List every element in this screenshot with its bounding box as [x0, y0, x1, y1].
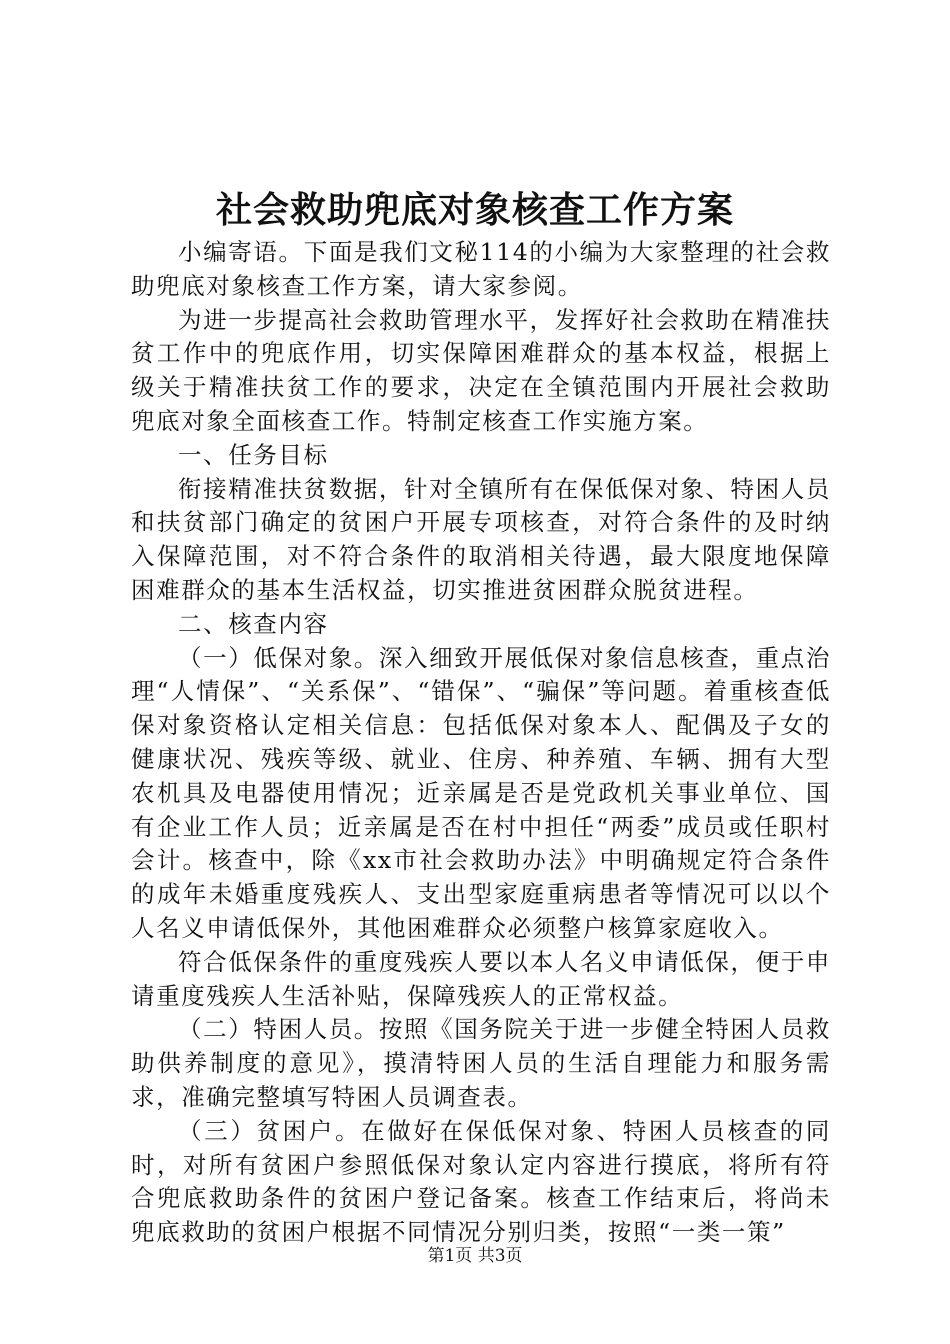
poor-households-paragraph: （三）贫困户。在做好在保低保对象、特困人员核查的同时，对所有贫困户参照低保对象认定内容进行摸底，将所有符合兜底救助条件的贫困户登记备案。核查工作结束后，将尚未兜底救助的贫困户根据不同情况分别归类，按照“一类一策” [131, 1116, 831, 1247]
section-heading-goals: 一、任务目标 [178, 440, 329, 469]
document-title: 社会救助兜底对象核查工作方案 [215, 189, 734, 231]
subsidy-recipients-paragraph: （一）低保对象。深入细致开展低保对象信息核查，重点治理“人情保”、“关系保”、“错保”、“骗保”等问题。着重核查低保对象资格认定相关信息：包括低保对象本人、配偶及子女的健康状况、残疾等级、就业、住房、种养殖、车辆、拥有大型农机具及电器使用情况；近亲属是否是党政机关事业单位、国有企业工作人员；近亲属是否在村中担任“两委”成员或任职村会计。核查中，除《xx市社会救助办法》中明确规定符合条件的成年未婚重度残疾人、支出型家庭重病患者等情况可以以个人名义申请低保外，其他困难群众必须整户核算家庭收入。 [131, 643, 831, 942]
intro-paragraph: 小编寄语。下面是我们文秘114的小编为大家整理的社会救助兜底对象核查工作方案，请大家参阅。 [131, 238, 831, 300]
extreme-poverty-paragraph: （二）特困人员。按照《国务院关于进一步健全特困人员救助供养制度的意见》，摸清特困人员的生活自理能力和服务需求，准确完整填写特困人员调查表。 [131, 1015, 831, 1111]
page-footer: 第1页 共3页 [427, 1246, 523, 1266]
purpose-paragraph: 为进一步提高社会救助管理水平，发挥好社会救助在精准扶贫工作中的兜底作用，切实保障困难群众的基本权益，根据上级关于精准扶贫工作的要求，决定在全镇范围内开展社会救助兜底对象全面核查工作。特制定核查工作实施方案。 [131, 305, 831, 435]
document-body [131, 236, 831, 1250]
disabled-persons-paragraph: 符合低保条件的重度残疾人要以本人名义申请低保，便于申请重度残疾人生活补贴，保障残疾人的正常权益。 [131, 947, 831, 1010]
section-heading-content: 二、核查内容 [178, 609, 329, 638]
goals-paragraph: 衔接精准扶贫数据，针对全镇所有在保低保对象、特困人员和扶贫部门确定的贫困户开展专项核查，对符合条件的及时纳入保障范围，对不符合条件的取消相关待遇，最大限度地保障困难群众的基本生活权益，切实推进贫困群众脱贫进程。 [131, 474, 831, 604]
